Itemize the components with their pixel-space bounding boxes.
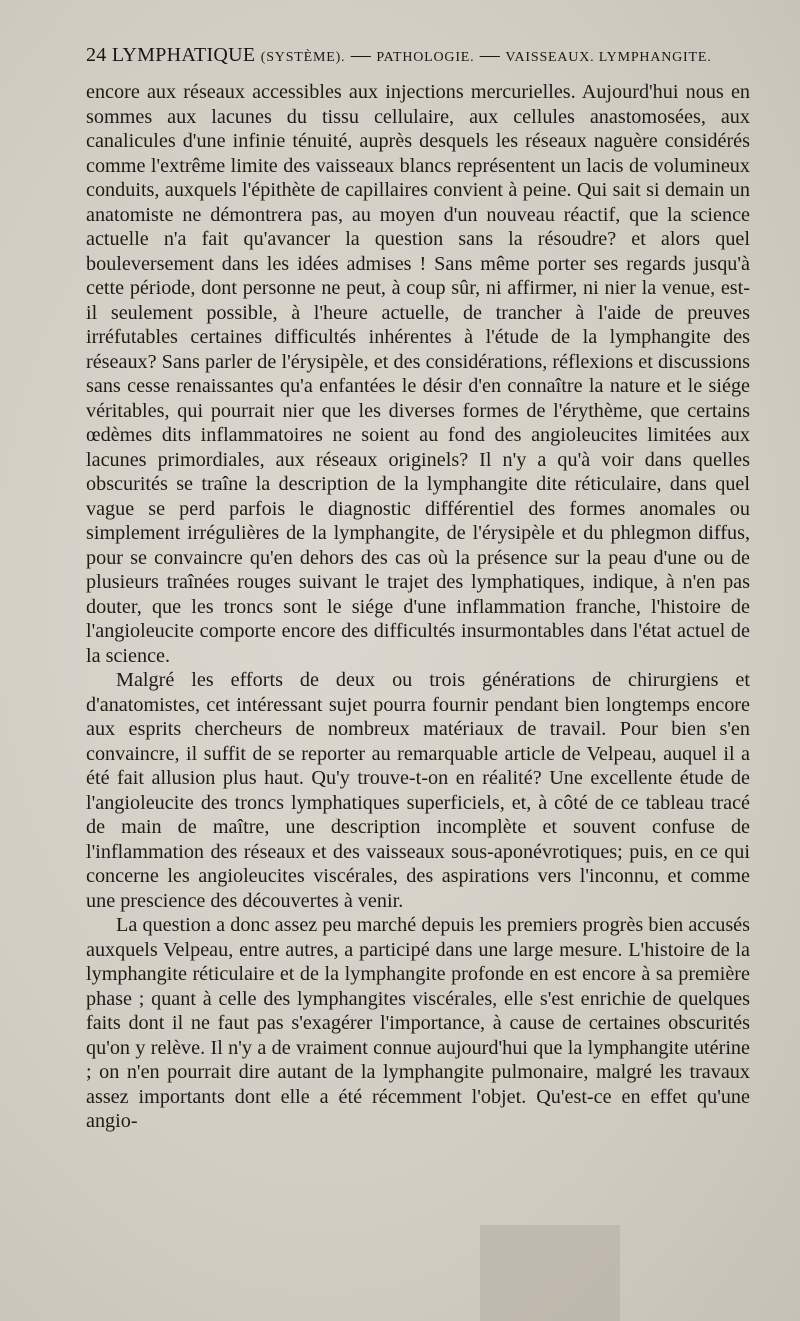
header-dash: — xyxy=(350,44,371,66)
paragraph: encore aux réseaux accessibles aux injections mercurielles. Aujourd'hui nous en sommes aux lacunes du tissu cellulaire, aux cellules anastomosées, aux canalicules d'une infinie ténuité, auprès desquels les réseaux naguère considérés comme l'extrême limite des vaisseaux blancs représentent un lacis de volumineux conduits, auxquels l'épithète de capillaires convient à peine. Qui sait si demain un anatomiste ne démontrera pas, au moyen d'un nouveau réactif, que la science actuelle n'a fait qu'avancer la question sans la résoudre? et alors quel bouleversement dans les idées admises ! Sans même porter ses regards jusqu'à cette période, dont personne ne peut, à coup sûr, ni affirmer, ni nier la venue, est-il seulement possible, à l'heure actuelle, de trancher à l'aide de preuves irréfutables certaines difficultés inhérentes à l'étude de la lymphangite des réseaux? Sans parler de l'érysipèle, et des considérations, réflexions et discussions sans cesse renaissantes qu'a enfantées le désir d'en connaître la nature et le siége véritables, qui pourrait nier que les diverses formes de l'érythème, que certains œdèmes dits inflammatoires ne soient au fond des angioleucites limitées aux lacunes primordiales, aux réseaux originels? Il n'y a qu'à voir dans quelles obscurités se traîne la description de la lymphangite dite réticulaire, dans quel vague se perd parfois le diagnostic différentiel des formes anomales ou simplement irrégulières de la lymphangite, de l'érysipèle et du phlegmon diffus, pour se convaincre qu'en dehors des cas où la présence sur la peau d'une ou de plusieurs traînées rouges suivant le trajet des lymphatiques, indique, à n'en pas douter, que les troncs sont le siége d'une inflammation franche, l'histoire de l'angioleucite comporte encore des difficultés insurmontables dans l'état actuel de la science. xyxy=(86,81,750,667)
header-section: (SYSTÈME). xyxy=(260,50,346,65)
header-subject: PATHOLOGIE. xyxy=(376,50,475,65)
running-header xyxy=(86,44,751,74)
header-dash: — xyxy=(479,44,501,66)
page-number: 24 xyxy=(86,44,107,66)
body-text xyxy=(86,80,750,1134)
header-topic: VAISSEAUX. LYMPHANGITE. xyxy=(505,50,712,65)
scan-shadow xyxy=(480,1225,620,1321)
paragraph: Malgré les efforts de deux ou trois générations de chirurgiens et d'anatomistes, cet intéressant sujet pourra fournir pendant bien longtemps encore aux esprits chercheurs de nombreux matériaux de travail. Pour bien s'en convaincre, il suffit de se reporter au remarquable article de Velpeau, auquel il a été fait allusion plus haut. Qu'y trouve-t-on en réalité? Une excellente étude de l'angioleucite des troncs lymphatiques superficiels, et, à côté de ce tableau tracé de main de maître, une description incomplète et souvent confuse de l'inflammation des réseaux et des vaisseaux sous-aponévrotiques; puis, en ce qui concerne les angioleucites viscérales, des aspirations vers l'inconnu, et comme une prescience des découvertes à venir. xyxy=(86,669,750,912)
header-title: LYMPHATIQUE xyxy=(111,44,256,66)
paragraph: La question a donc assez peu marché depuis les premiers progrès bien accusés auxquels Velpeau, entre autres, a participé dans une large mesure. L'histoire de la lymphangite réticulaire et de la lymphangite profonde en est encore à sa première phase ; quant à celle des lymphangites viscérales, elle s'est enrichie de quelques faits dont il ne faut pas s'exagérer l'importance, à cause de certaines obscurités qu'on y relève. Il n'y a de vraiment connue aujourd'hui que la lymphangite utérine ; on n'en pourrait dire autant de la lymphangite pulmonaire, malgré les travaux assez importants dont elle a été récemment l'objet. Qu'est-ce en effet qu'une angio- xyxy=(86,914,750,1132)
